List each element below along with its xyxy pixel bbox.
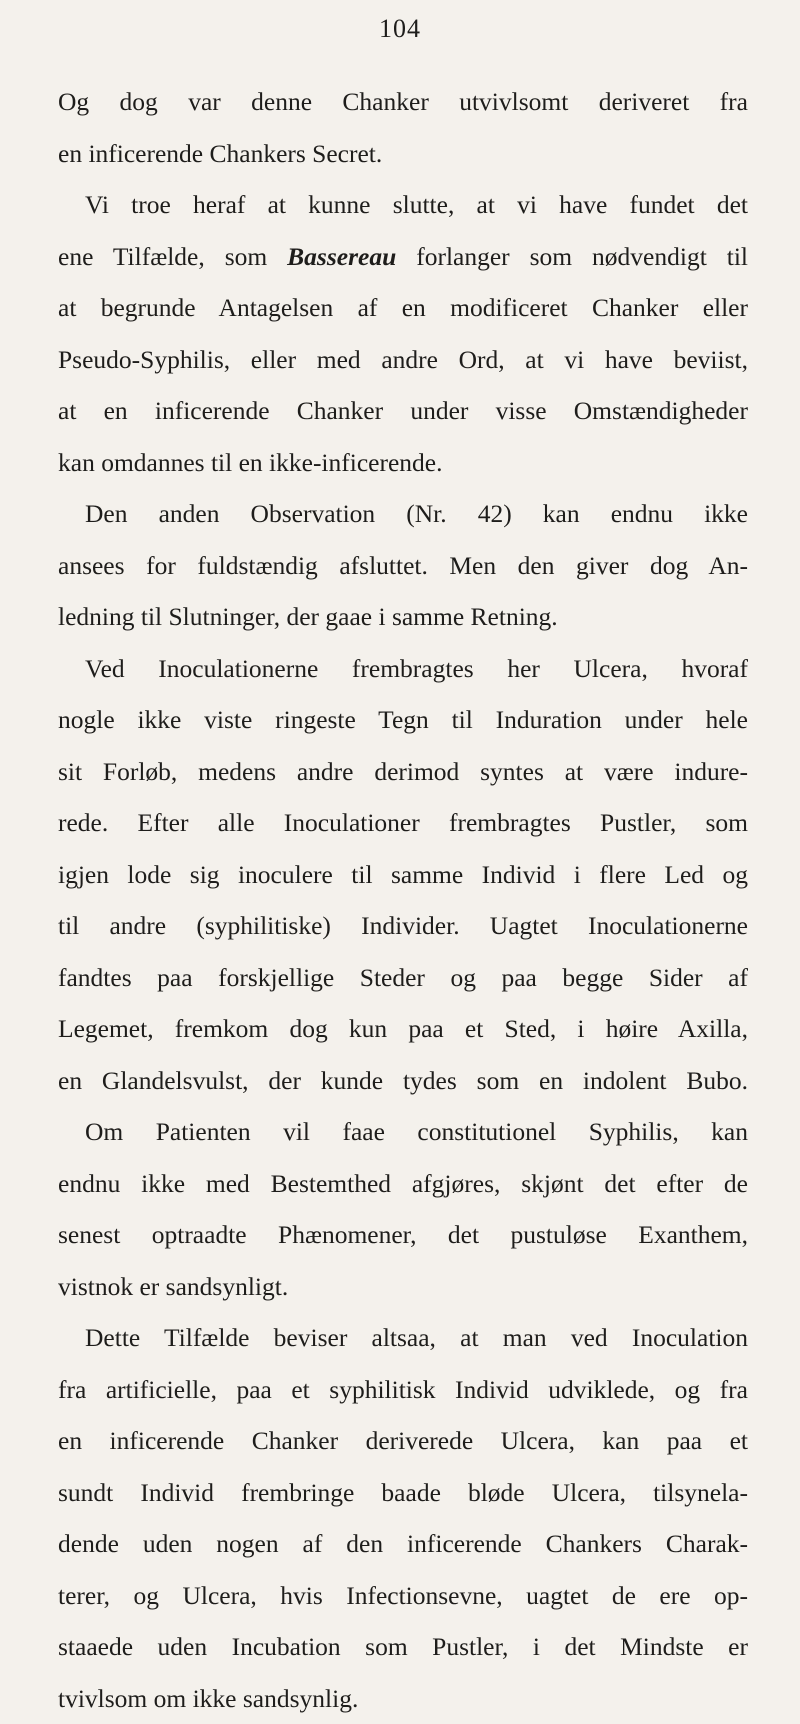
text-line: til andre (syphilitiske) Individer. Uagtet Inoculationerne [58,900,748,952]
author-name: Bassereau [287,242,396,271]
text-line: en inficerende Chankers Secret. [58,128,748,180]
text-line: sundt Individ frembringe baade bløde Ulcera, tilsynela- [58,1467,748,1519]
text-line: en inficerende Chanker deriverede Ulcera, kan paa et [58,1415,748,1467]
text-line: ansees for fuldstændig afsluttet. Men den giver dog An- [58,540,748,592]
text-line: sit Forløb, medens andre derimod syntes at være indure- [58,746,748,798]
body-text [58,76,748,1724]
text-line-start: ene Tilfælde, som [58,242,287,271]
text-line: fandtes paa forskjellige Steder og paa begge Sider af [58,952,748,1004]
text-line: Vi troe heraf at kunne slutte, at vi have fundet det [58,179,748,231]
text-line: terer, og Ulcera, hvis Infectionsevne, uagtet de ere op- [58,1570,748,1622]
text-line: ledning til Slutninger, der gaae i samme Retning. [58,591,748,643]
text-line: at begrunde Antagelsen af en modificeret Chanker eller [58,282,748,334]
text-line: Pseudo-Syphilis, eller med andre Ord, at vi have beviist, [58,334,748,386]
text-line: senest optraadte Phænomener, det pustuløse Exanthem, [58,1209,748,1261]
text-line: tvivlsom om ikke sandsynlig. [58,1673,748,1724]
page-number: 104 [0,14,800,44]
text-line [58,231,748,283]
text-line: nogle ikke viste ringeste Tegn til Induration under hele [58,694,748,746]
text-line: Legemet, fremkom dog kun paa et Sted, i høire Axilla, [58,1003,748,1055]
text-line: Ved Inoculationerne frembragtes her Ulcera, hvoraf [58,643,748,695]
text-line: endnu ikke med Bestemthed afgjøres, skjønt det efter de [58,1158,748,1210]
text-line: kan omdannes til en ikke-inficerende. [58,437,748,489]
text-line: rede. Efter alle Inoculationer frembragtes Pustler, som [58,797,748,849]
text-line-end: forlanger som nødvendigt til [396,242,748,271]
text-line: dende uden nogen af den inficerende Chankers Charak- [58,1518,748,1570]
text-line: at en inficerende Chanker under visse Omstændigheder [58,385,748,437]
text-line: staaede uden Incubation som Pustler, i det Mindste er [58,1621,748,1673]
text-line: Dette Tilfælde beviser altsaa, at man ved Inoculation [58,1312,748,1364]
text-line: Og dog var denne Chanker utvivlsomt deriveret fra [58,76,748,128]
text-line: en Glandelsvulst, der kunde tydes som en indolent Bubo. [58,1055,748,1107]
text-line: vistnok er sandsynligt. [58,1261,748,1313]
text-line: igjen lode sig inoculere til samme Individ i flere Led og [58,849,748,901]
text-line: Den anden Observation (Nr. 42) kan endnu ikke [58,488,748,540]
text-line: fra artificielle, paa et syphilitisk Individ udviklede, og fra [58,1364,748,1416]
text-line: Om Patienten vil faae constitutionel Syphilis, kan [58,1106,748,1158]
